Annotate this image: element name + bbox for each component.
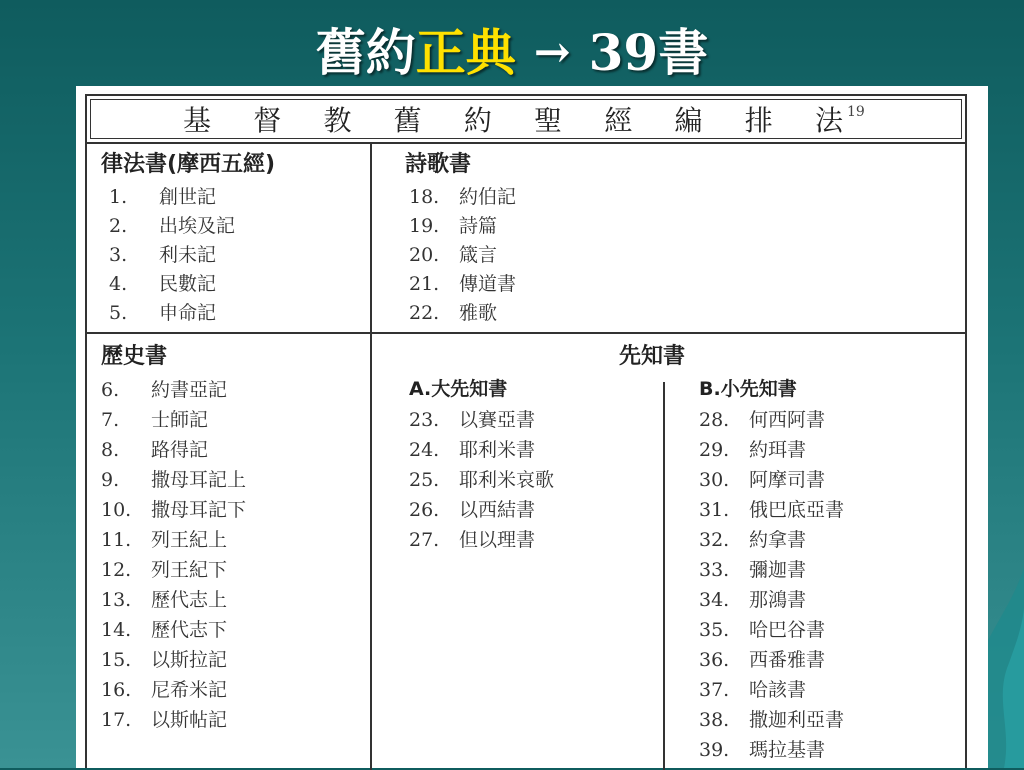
book-list-item [101,615,227,645]
book-number: 29. [699,439,730,461]
book-number: 22. [409,302,440,324]
book-name: 約伯記 [459,186,517,208]
book-name: 路得記 [151,439,209,461]
prophets-section-title: 先知書 [619,344,686,369]
book-number: 33. [699,559,730,581]
book-number: 27. [409,529,440,551]
book-number: 15. [101,649,132,671]
header-char: 基 [183,104,212,137]
book-list-item [101,645,227,675]
book-number: 38. [699,709,730,731]
book-number: 5. [109,302,128,324]
law-section-title: 律法書(摩西五經) [101,152,276,177]
book-list-item [699,405,825,435]
book-number: 18. [409,186,440,208]
book-name: 傳道書 [459,273,517,295]
chart-frame [85,94,967,768]
book-list-item [409,405,535,435]
book-number: 13. [101,589,132,611]
book-name: 撒迦利亞書 [749,709,845,731]
book-number: 16. [101,679,132,701]
book-list-item [101,705,227,735]
prophets-divider [663,382,665,770]
book-name: 尼希米記 [151,679,228,701]
book-number: 4. [109,273,128,295]
book-number: 35. [699,619,730,641]
book-list-item [409,435,535,465]
book-name: 撒母耳記下 [151,499,247,521]
book-list-item [699,735,825,765]
book-name: 約書亞記 [151,379,228,401]
book-list-item [101,405,208,435]
book-number: 37. [699,679,730,701]
book-list-item [101,675,227,705]
book-name: 以西結書 [459,499,536,521]
book-list-item [109,211,235,241]
book-name: 撒母耳記上 [151,469,247,491]
book-number: 8. [101,439,120,461]
book-list-item [699,615,825,645]
header-char: 經 [604,104,633,137]
book-name: 哈巴谷書 [749,619,826,641]
book-list-item [409,465,554,495]
book-list-item [101,465,246,495]
book-number: 14. [101,619,132,641]
book-name: 何西阿書 [749,409,826,431]
book-name: 哈該書 [749,679,807,701]
poetry-section-title: 詩歌書 [405,152,472,177]
book-list-item [409,495,535,525]
major-prophets-title: A.大先知書 [409,378,508,400]
book-name: 列王紀上 [151,529,228,551]
book-number: 30. [699,469,730,491]
book-name: 約珥書 [749,439,807,461]
book-list-item [409,211,497,241]
title-old-testament: 舊約 [315,23,416,82]
book-name: 那鴻書 [749,589,807,611]
book-list-item [699,465,825,495]
book-number: 28. [699,409,730,431]
book-number: 32. [699,529,730,551]
book-number: 20. [409,244,440,266]
header-char: 舊 [393,104,422,137]
header-char: 編 [674,104,703,137]
book-list-item [699,645,825,675]
book-number: 7. [101,409,120,431]
book-name: 創世記 [159,186,217,208]
header-char: 約 [463,104,492,137]
book-name: 民數記 [159,273,217,295]
book-name: 彌迦書 [749,559,807,581]
book-name: 以斯拉記 [151,649,228,671]
title-canon: 正典 [415,23,516,82]
book-name: 歷代志下 [151,619,228,641]
book-list-item [101,525,227,555]
book-number: 1. [109,186,128,208]
book-list-item [699,525,806,555]
slide-title [0,14,1024,84]
book-name: 俄巴底亞書 [749,499,845,521]
book-name: 阿摩司書 [749,469,826,491]
chart-header-title [183,102,843,136]
page-number: 19 [847,104,865,120]
book-number: 31. [699,499,730,521]
book-list-item [699,585,806,615]
book-list-item [409,240,497,270]
book-list-item [409,269,516,299]
book-number: 10. [101,499,132,521]
header-char: 排 [744,104,773,137]
history-section-title: 歷史書 [101,344,168,369]
book-number: 11. [101,529,132,551]
arrow-right-icon: → [533,27,571,78]
book-number: 39. [699,739,730,761]
book-list-item [699,495,844,525]
book-name: 申命記 [159,302,217,324]
book-list-item [409,182,516,212]
book-list-item [409,525,535,555]
chart-header [87,96,965,144]
book-number: 25. [409,469,440,491]
book-number: 26. [409,499,440,521]
row-divider [87,332,965,334]
book-number: 12. [101,559,132,581]
book-number: 2. [109,215,128,237]
book-name: 箴言 [459,244,498,266]
header-char: 聖 [534,104,563,137]
book-name: 耶利米書 [459,439,536,461]
book-name: 詩篇 [459,215,498,237]
header-char: 教 [323,104,352,137]
header-char: 法 [814,104,843,137]
book-name: 士師記 [151,409,209,431]
book-number: 9. [101,469,120,491]
book-number: 3. [109,244,128,266]
book-list-item [699,555,806,585]
book-name: 西番雅書 [749,649,826,671]
book-name: 出埃及記 [159,215,236,237]
book-list-item [101,435,208,465]
book-list-item [109,298,216,328]
book-name: 雅歌 [459,302,498,324]
book-list-item [101,375,227,405]
book-list-item [409,298,497,328]
book-name: 約拿書 [749,529,807,551]
book-list-item [699,675,806,705]
book-name: 耶利米哀歌 [459,469,555,491]
book-name: 利未記 [159,244,217,266]
book-number: 24. [409,439,440,461]
book-list-item [699,705,844,735]
title-book-count: 39書 [588,23,709,82]
book-name: 瑪拉基書 [749,739,826,761]
book-list-item [109,269,216,299]
minor-prophets-title: B.小先知書 [699,378,797,400]
book-name: 列王紀下 [151,559,228,581]
book-number: 21. [409,273,440,295]
canon-chart-figure [76,86,988,768]
book-number: 19. [409,215,440,237]
book-name: 歷代志上 [151,589,228,611]
column-divider-main [370,144,372,770]
book-list-item [101,495,246,525]
book-number: 17. [101,709,132,731]
book-list-item [109,240,216,270]
book-list-item [109,182,216,212]
book-name: 以賽亞書 [459,409,536,431]
header-char: 督 [253,104,282,137]
book-list-item [101,555,227,585]
book-number: 23. [409,409,440,431]
book-name: 以斯帖記 [151,709,228,731]
book-number: 36. [699,649,730,671]
book-number: 6. [101,379,120,401]
book-number: 34. [699,589,730,611]
book-name: 但以理書 [459,529,536,551]
book-list-item [699,435,806,465]
book-list-item [101,585,227,615]
